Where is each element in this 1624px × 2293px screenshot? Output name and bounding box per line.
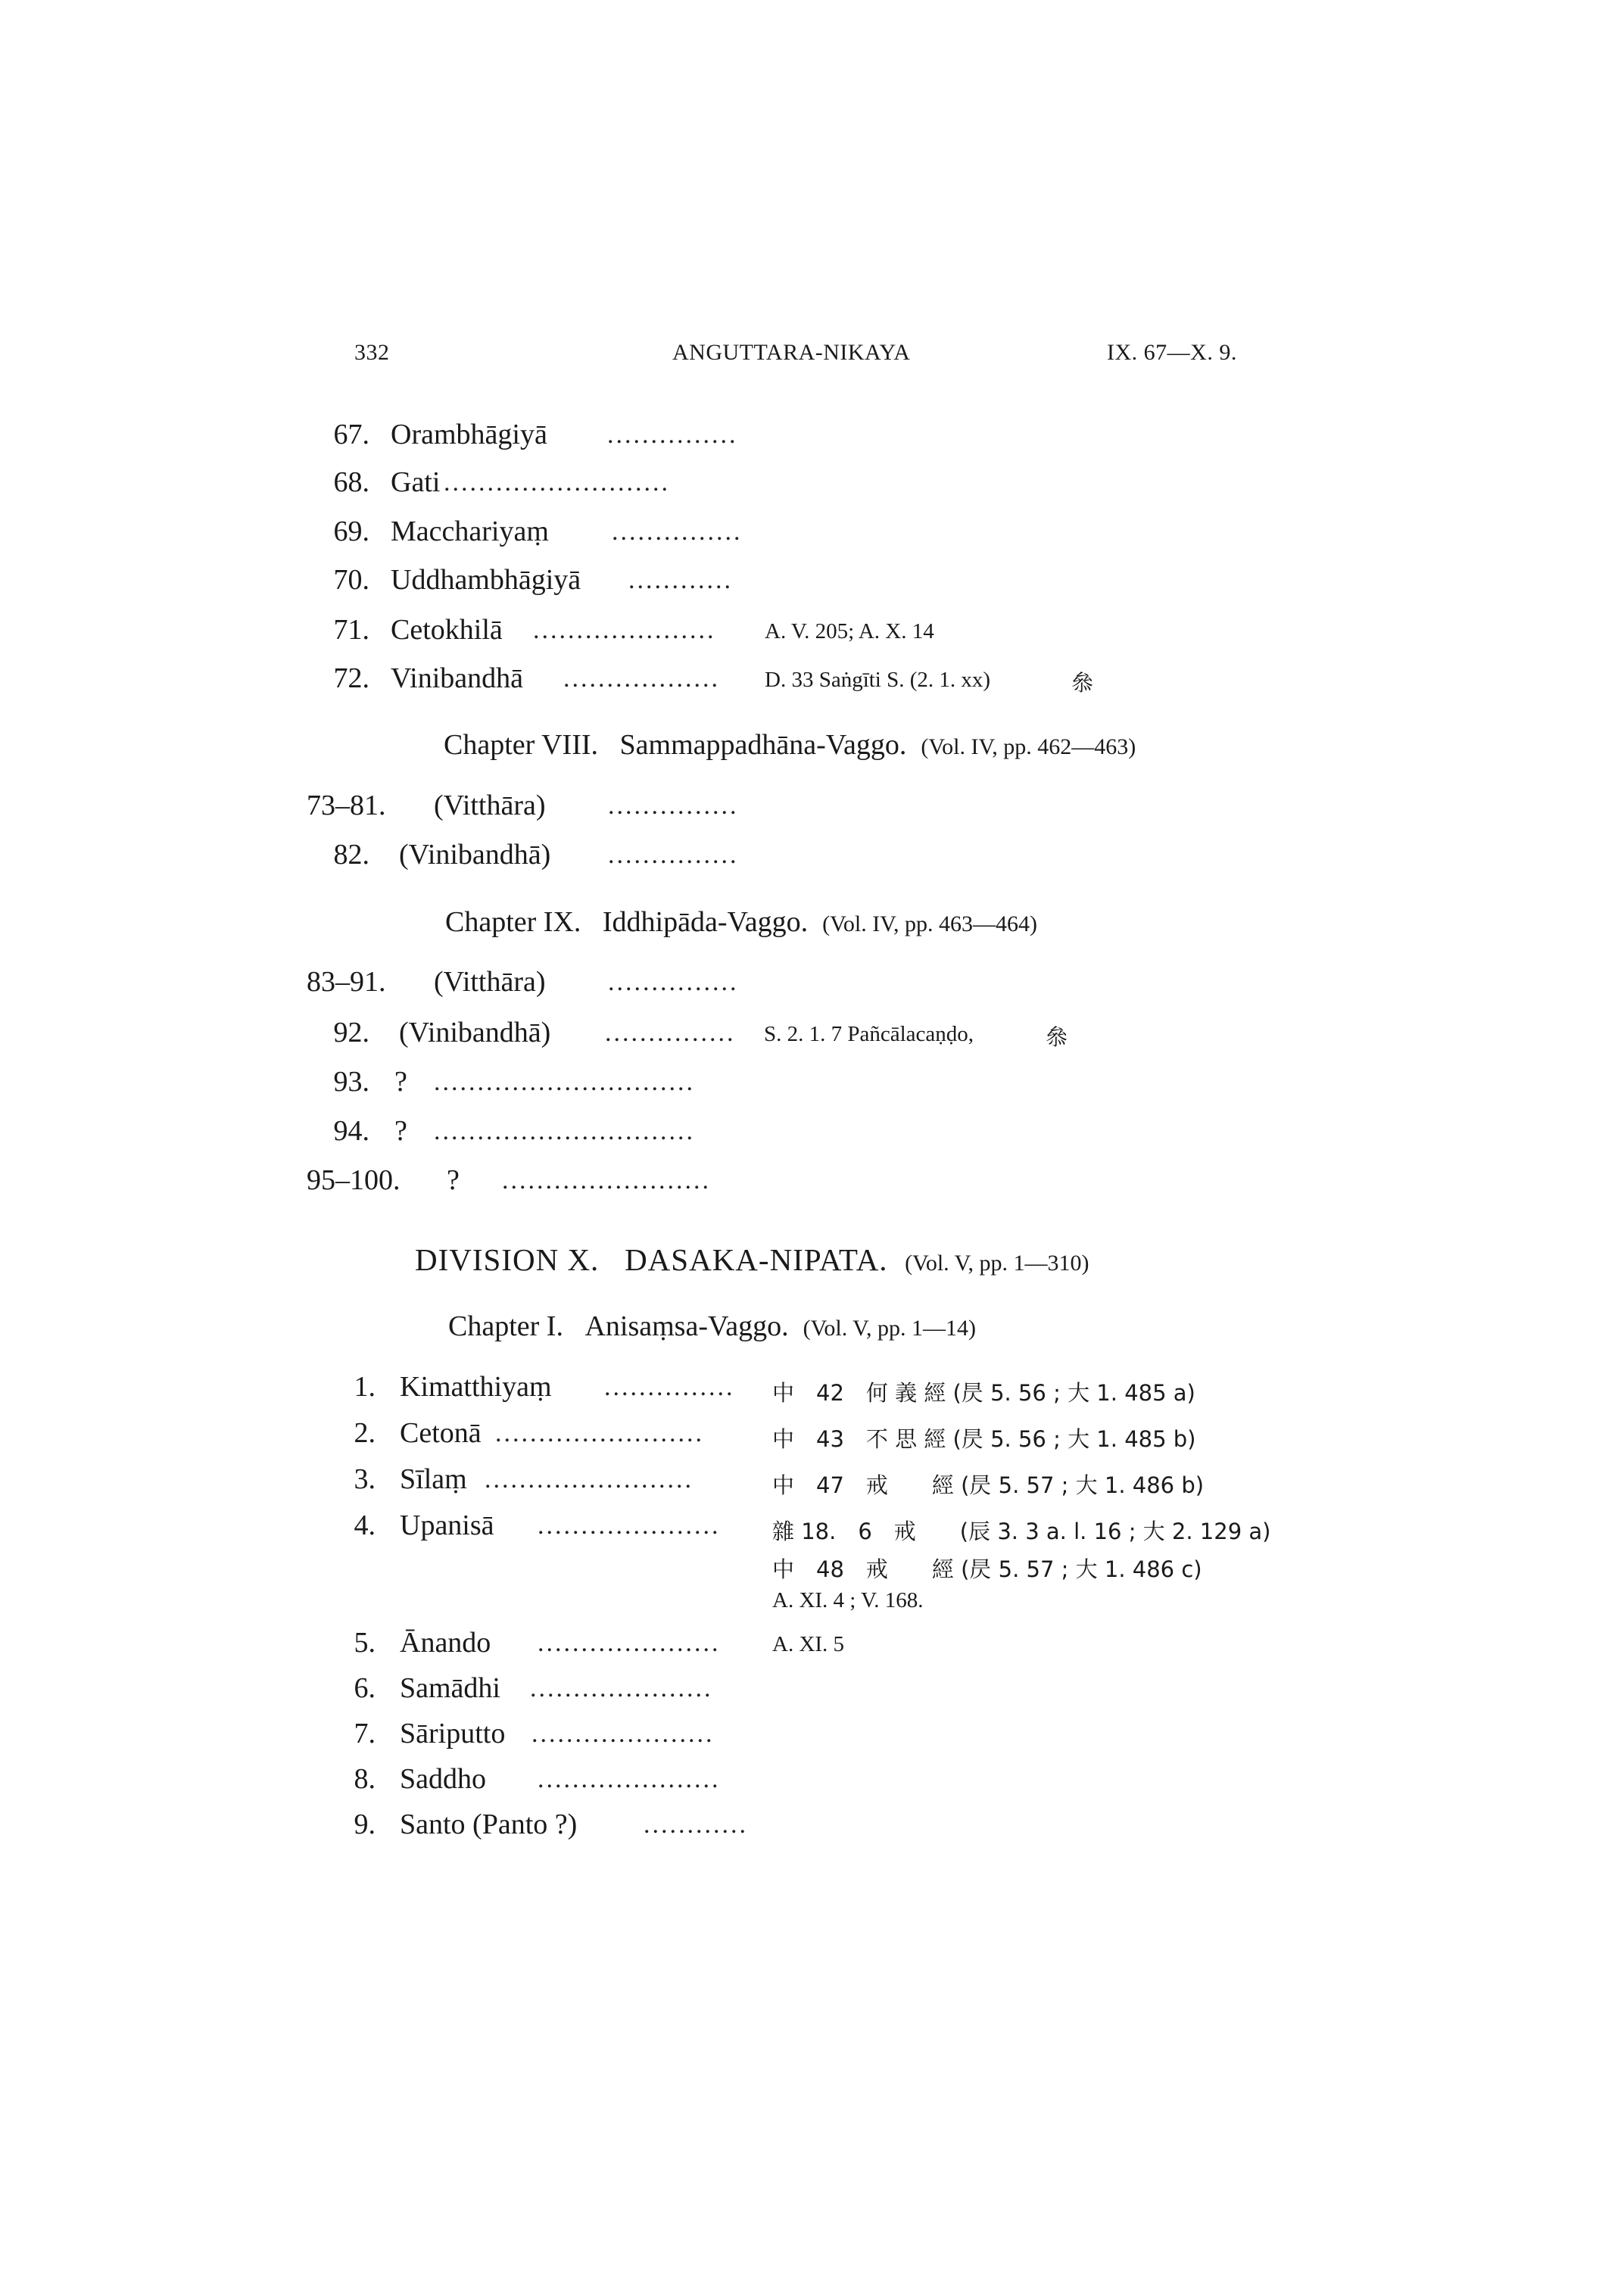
entry-number: 71. [333, 614, 369, 646]
cjk-reference-mark: 叅 [1071, 670, 1094, 696]
entry-title: Cetonā [400, 1417, 482, 1449]
cross-reference: 中 42 何 義 經 (昃 5. 56 ; 大 1. 485 a) [772, 1380, 1195, 1406]
leader-dots: ............... [612, 518, 743, 546]
entry-title: Santo (Panto ?) [400, 1809, 578, 1840]
entry-title: Orambhāgiyā [391, 419, 547, 450]
cross-reference: D. 33 Saṅgīti S. (2. 1. xx) [765, 668, 991, 692]
entry-number: 3. [354, 1463, 376, 1495]
entry-title: Macchariyaṃ [391, 516, 549, 547]
chapter-volume-ref: (Vol. IV, pp. 463—464) [822, 911, 1037, 936]
entry-title: Sāriputto [400, 1718, 506, 1749]
leader-dots: .......................... [444, 469, 670, 497]
cross-reference: A. V. 205; A. X. 14 [765, 619, 934, 643]
cross-reference: 雜 18. 6 戒 (辰 3. 3 a. l. 16 ; 大 2. 129 a) [772, 1519, 1271, 1544]
entry-number: 1. [354, 1371, 376, 1403]
chapter-heading [445, 905, 1037, 939]
cross-reference: S. 2. 1. 7 Pañcālacaṇḍo, [764, 1022, 974, 1046]
chapter-label: Chapter I. [448, 1310, 563, 1342]
entry-number: 2. [354, 1417, 376, 1449]
leader-dots: ............... [608, 792, 739, 820]
leader-dots: .............................. [434, 1068, 695, 1096]
chapter-heading [448, 1310, 976, 1343]
leader-dots: ..................... [533, 616, 716, 644]
page-number: 332 [354, 340, 390, 365]
chapter-title: Sammappadhāna-Vaggo. [619, 729, 907, 761]
leader-dots: ..................... [538, 1629, 721, 1657]
cross-reference: A. XI. 4 ; V. 168. [772, 1588, 924, 1612]
division-heading [415, 1242, 1089, 1278]
entry-number: 68. [333, 466, 369, 498]
entry-title: Samādhi [400, 1672, 500, 1704]
entry-number: 69. [333, 516, 369, 547]
leader-dots: ..................... [531, 1720, 715, 1748]
entry-title: Saddho [400, 1763, 486, 1795]
entry-number: 93. [333, 1066, 369, 1098]
cross-reference: A. XI. 5 [772, 1632, 845, 1656]
leader-dots: ............ [628, 566, 733, 594]
entry-number: 82. [333, 839, 369, 871]
leader-dots: ............... [607, 421, 738, 449]
chapter-title: Anisaṃsa-Vaggo. [584, 1310, 789, 1342]
leader-dots: ........................ [485, 1466, 694, 1494]
entry-title: (Vinibandhā) [399, 1017, 551, 1048]
entry-title: (Vitthāra) [434, 790, 546, 821]
chapter-title: Iddhipāda-Vaggo. [602, 906, 809, 938]
entry-number: 73–81. [307, 790, 386, 821]
entry-title: Gati [391, 466, 441, 498]
division-title: DASAKA-NIPATA. [625, 1242, 888, 1277]
chapter-label: Chapter IX. [445, 906, 581, 938]
running-title: ANGUTTARA-NIKAYA [672, 340, 911, 365]
entry-number: 5. [354, 1627, 376, 1659]
leader-dots: ............... [605, 1019, 736, 1047]
entry-title: Cetokhilā [391, 614, 503, 646]
entry-title: Vinibandhā [391, 662, 524, 694]
division-volume-ref: (Vol. V, pp. 1—310) [905, 1251, 1089, 1276]
entry-number: 67. [333, 419, 369, 450]
entry-title: Sīlaṃ [400, 1463, 467, 1495]
chapter-label: Chapter VIII. [444, 729, 599, 761]
leader-dots: ............... [608, 841, 739, 869]
entry-number: 83–91. [307, 966, 386, 998]
chapter-volume-ref: (Vol. V, pp. 1—14) [803, 1316, 976, 1341]
chapter-heading [444, 728, 1136, 762]
chapter-volume-ref: (Vol. IV, pp. 462—463) [921, 734, 1136, 759]
entry-title: ? [394, 1066, 407, 1098]
cross-reference: 中 48 戒 經 (昃 5. 57 ; 大 1. 486 c) [772, 1556, 1202, 1582]
leader-dots: .................. [563, 665, 720, 693]
entry-title: Ānando [400, 1627, 491, 1659]
entry-title: Uddhambhāgiyā [391, 564, 581, 596]
entry-number: 92. [333, 1017, 369, 1048]
leader-dots: ..................... [538, 1512, 721, 1540]
cjk-reference-mark: 叅 [1046, 1024, 1068, 1050]
leader-dots: ........................ [502, 1167, 711, 1195]
entry-title: (Vinibandhā) [399, 839, 551, 871]
leader-dots: ............ [644, 1811, 748, 1839]
entry-title: Upanisā [400, 1509, 494, 1541]
cross-reference: 中 43 不 思 經 (昃 5. 56 ; 大 1. 485 b) [772, 1426, 1196, 1452]
leader-dots: ............... [608, 968, 739, 996]
leader-dots: ............... [604, 1373, 735, 1401]
running-range: IX. 67—X. 9. [1107, 340, 1237, 365]
entry-number: 70. [333, 564, 369, 596]
entry-title: ? [394, 1115, 407, 1147]
entry-number: 7. [354, 1718, 376, 1749]
leader-dots: ........................ [495, 1419, 704, 1447]
entry-number: 8. [354, 1763, 376, 1795]
entry-number: 9. [354, 1809, 376, 1840]
entry-title: ? [447, 1164, 460, 1196]
entry-number: 4. [354, 1509, 376, 1541]
division-label: DIVISION X. [415, 1242, 600, 1277]
entry-number: 72. [333, 662, 369, 694]
leader-dots: ..................... [530, 1675, 713, 1703]
entry-title: Kimatthiyaṃ [400, 1371, 552, 1403]
leader-dots: ..................... [538, 1765, 721, 1793]
entry-number: 95–100. [307, 1164, 401, 1196]
entry-number: 6. [354, 1672, 376, 1704]
entry-title: (Vitthāra) [434, 966, 546, 998]
leader-dots: .............................. [434, 1117, 695, 1145]
entry-number: 94. [333, 1115, 369, 1147]
cross-reference: 中 47 戒 經 (昃 5. 57 ; 大 1. 486 b) [772, 1472, 1205, 1498]
